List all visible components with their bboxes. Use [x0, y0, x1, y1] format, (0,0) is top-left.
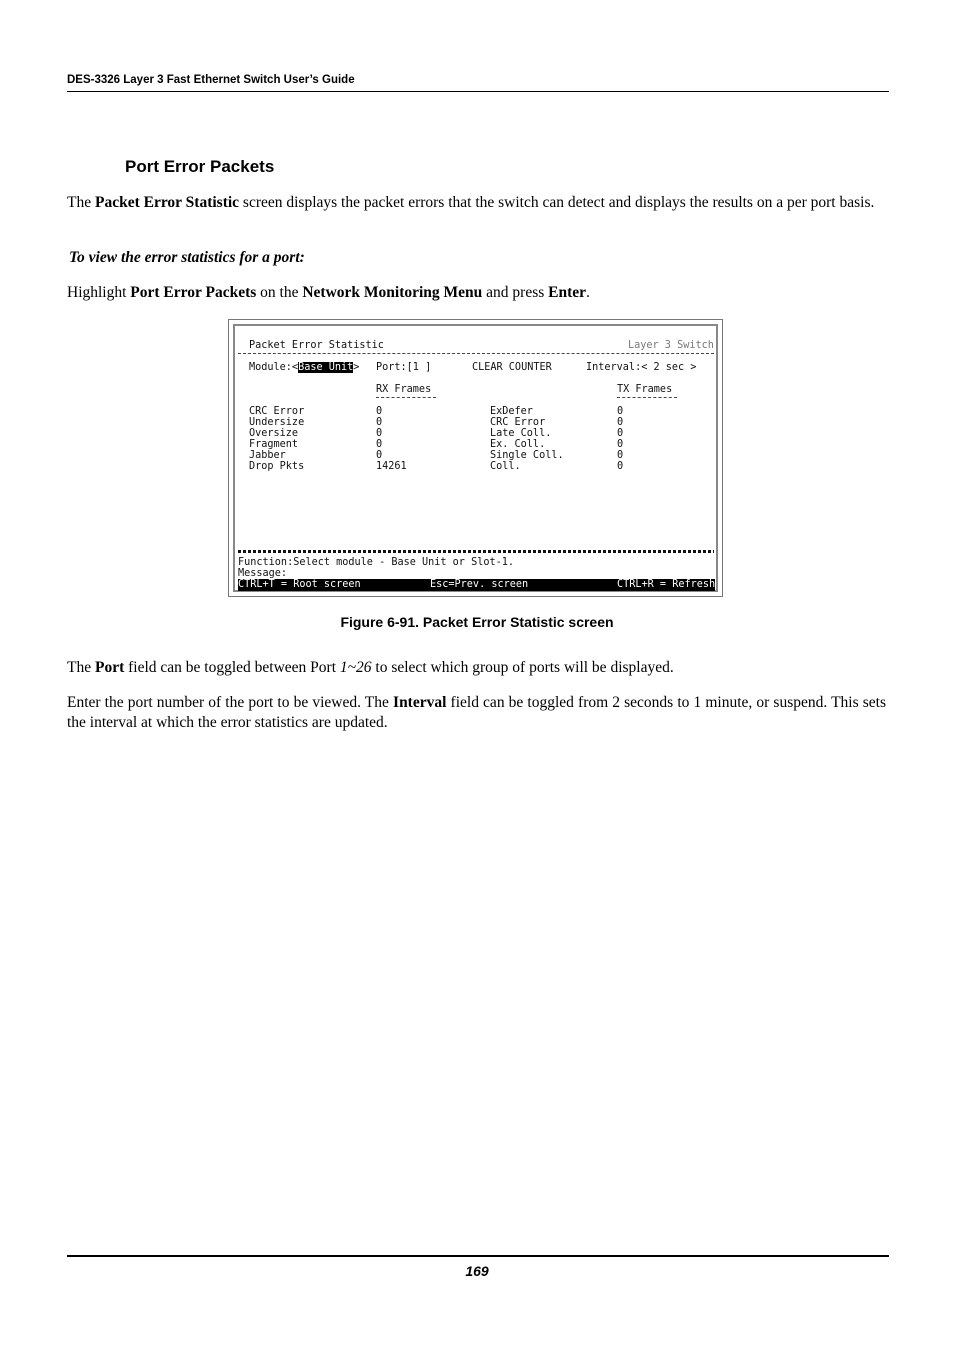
rx-label: Jabber [249, 450, 286, 461]
message-line: Message: [238, 568, 288, 579]
tx-label: CRC Error [490, 417, 546, 428]
text-run: and press [482, 284, 549, 301]
tx-value: 0 [617, 428, 624, 439]
rx-value: 14261 [376, 461, 407, 472]
tx-underline [617, 397, 677, 398]
rx-underline [376, 397, 436, 398]
text-run: to select which group of ports will be displayed. [371, 659, 674, 676]
tx-value: 0 [617, 439, 624, 450]
refresh-hotkey[interactable]: CTRL+R = Refresh [617, 579, 716, 590]
text-run: screen displays the packet errors that the switch can detect and displays the results on a per port basis. [239, 194, 875, 211]
tx-frames-header: TX Frames [617, 384, 673, 395]
section-heading: Port Error Packets [125, 157, 275, 176]
rx-value: 0 [376, 417, 383, 428]
bold-term: Enter [548, 284, 587, 301]
bold-term: Packet Error Statistic [94, 194, 240, 211]
bold-term: Port Error Packets [130, 284, 257, 301]
terminal-screenshot [228, 319, 723, 597]
rx-value: 0 [376, 439, 383, 450]
footer-rule [67, 1255, 889, 1257]
tx-value: 0 [617, 450, 624, 461]
tx-label: ExDefer [490, 406, 533, 417]
rx-value: 0 [376, 428, 383, 439]
page-number: 169 [465, 1263, 489, 1279]
instruction-heading: To view the error statistics for a port: [69, 249, 305, 266]
text-run: The [67, 659, 95, 676]
running-header: DES-3326 Layer 3 Fast Ethernet Switch User’s Guide [67, 74, 355, 86]
terminal-screen [233, 324, 718, 592]
port-paragraph [67, 658, 886, 678]
rx-label: Undersize [249, 417, 305, 428]
tx-value: 0 [617, 417, 624, 428]
intro-paragraph [67, 193, 886, 213]
module-field[interactable] [249, 362, 359, 373]
tx-label: Ex. Coll. [490, 439, 546, 450]
rx-value: 0 [376, 406, 383, 417]
rx-label: Oversize [249, 428, 299, 439]
port-field[interactable]: Port:[1 ] [376, 362, 432, 373]
title-divider [238, 353, 714, 354]
interval-paragraph [67, 693, 886, 733]
text-run: field can be toggled from 2 seconds to 1 minute, or suspend. This sets the interval at which the error statistics are updated. [67, 694, 886, 731]
rx-label: Fragment [249, 439, 299, 450]
bold-term: Network Monitoring Menu [302, 284, 483, 301]
prev-screen-hotkey[interactable]: Esc=Prev. screen [430, 579, 529, 590]
tx-label: Single Coll. [490, 450, 564, 461]
tx-value: 0 [617, 461, 624, 472]
rx-label: CRC Error [249, 406, 305, 417]
star-separator [238, 550, 714, 553]
text-run: Highlight [67, 284, 131, 301]
interval-field[interactable]: Interval:< 2 sec > [586, 362, 697, 373]
screen-title: Packet Error Statistic [249, 340, 384, 351]
module-suffix: > [353, 362, 360, 373]
tx-value: 0 [617, 406, 624, 417]
text-run: . [586, 284, 590, 301]
module-value[interactable]: Base Unit [298, 362, 354, 373]
text-run: field can be toggled between Port [124, 659, 340, 676]
rx-label: Drop Pkts [249, 461, 305, 472]
bold-term: Interval [393, 694, 447, 711]
figure-caption: Figure 6-91. Packet Error Statistic screen [340, 614, 614, 630]
tx-label: Late Coll. [490, 428, 552, 439]
device-label: Layer 3 Switch [628, 340, 714, 351]
rx-frames-header: RX Frames [376, 384, 432, 395]
text-run: on the [256, 284, 303, 301]
hotkey-bar [238, 579, 715, 591]
tx-label: Coll. [490, 461, 521, 472]
rx-value: 0 [376, 450, 383, 461]
root-screen-hotkey[interactable]: CTRL+T = Root screen [238, 579, 361, 590]
text-run: The [67, 194, 95, 211]
function-line: Function:Select module - Base Unit or Slot-1. [238, 557, 515, 568]
highlight-paragraph [67, 283, 886, 303]
text-run: Enter the port number of the port to be viewed. The [67, 694, 394, 711]
header-rule [67, 91, 889, 92]
bold-term: Port [94, 659, 125, 676]
italic-term: 1~26 [339, 659, 372, 676]
clear-counter-button[interactable]: CLEAR COUNTER [472, 362, 552, 373]
module-prefix: Module:< [249, 362, 299, 373]
